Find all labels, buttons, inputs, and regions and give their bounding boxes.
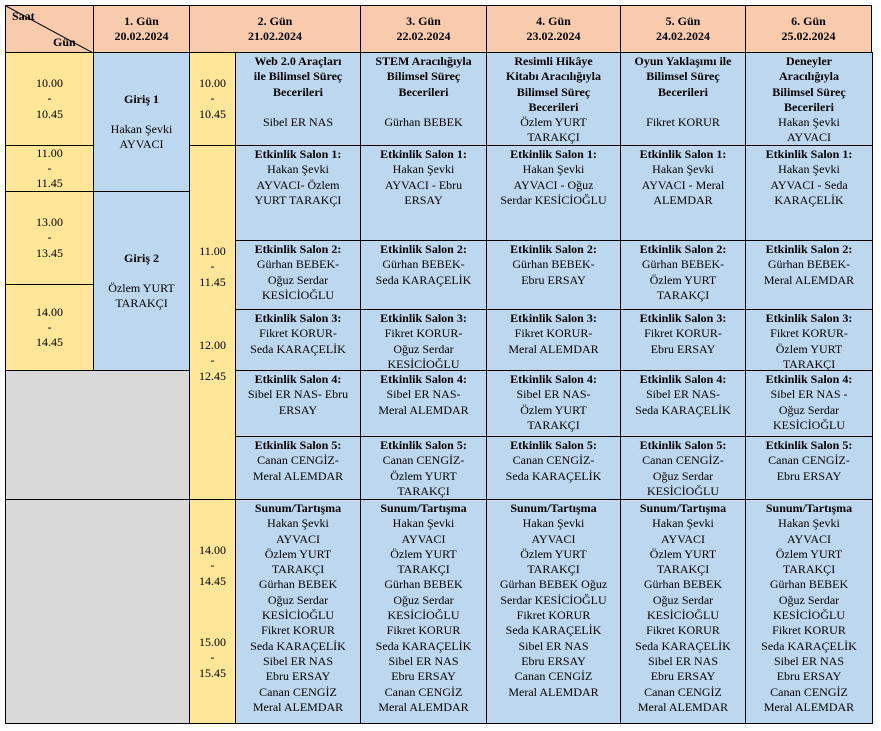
day-label: 6. Gün <box>791 13 826 28</box>
sunum-participant: Oğuz Serdar <box>393 592 454 607</box>
sunum-participant: Sibel ER NAS <box>773 653 844 668</box>
salon-presenters: TARAKÇI <box>782 356 836 371</box>
session-title-line: Becerileri <box>528 99 579 114</box>
corner-header <box>5 5 94 53</box>
day-label: 4. Gün <box>536 13 571 28</box>
time-sep: - <box>210 353 215 368</box>
salon-presenters: Oğuz Serdar <box>393 341 454 356</box>
salon-presenters: Gürhan BEBEK- <box>641 257 725 272</box>
salon-presenters: Sibel ER NAS- <box>516 387 591 402</box>
salon-presenters: Hakan Şevki <box>392 162 455 177</box>
salon-presenters: KARAÇELİK <box>774 192 844 207</box>
day-header-1 <box>93 5 190 53</box>
salon-label: Etkinlik Salon 2: <box>765 242 853 256</box>
salon-label: Etkinlik Salon 5: <box>380 438 467 452</box>
salon-1-day-4 <box>486 145 621 241</box>
time-start: 15.00 <box>199 635 226 649</box>
time-slot-4-5 <box>189 499 236 724</box>
sunum-day-5 <box>620 499 746 724</box>
salon-presenters: Meral ALEMDAR <box>763 272 855 287</box>
session-title-line: Bilimsel Süreç <box>646 69 720 84</box>
session-title-line: Bilimsel Süreç <box>386 69 461 84</box>
day-header-6 <box>745 5 872 53</box>
salon-presenters: Fikret KORUR- <box>770 326 848 341</box>
sunum-participant: Meral ALEMDAR <box>252 699 344 714</box>
session-title-line: Bilimsel Süreç <box>772 84 846 99</box>
salon-2-day-5 <box>620 240 746 310</box>
day1-session-giris-1 <box>93 52 190 192</box>
salon-presenters: Hakan Şevki <box>778 162 840 177</box>
sunum-participant: AYVACI <box>660 531 705 546</box>
empty-block <box>5 370 190 500</box>
session-presenter: Sibel ER NAS <box>262 114 333 129</box>
time-slot-1 <box>189 52 236 146</box>
salon-label: Etkinlik Salon 1: <box>510 147 597 161</box>
sunum-title: Sunum/Tartışma <box>765 501 853 515</box>
empty-block <box>5 499 190 724</box>
salon-presenters: Hakan Şevki <box>522 162 585 177</box>
time-sep: - <box>47 319 52 334</box>
time-start: 14.00 <box>199 543 226 557</box>
session-presenter: Hakan Şevki <box>778 115 840 130</box>
time-end: 12.45 <box>199 368 226 383</box>
time-sep: - <box>47 91 52 106</box>
session-title-line: Becerileri <box>784 99 834 114</box>
time-end: 14.45 <box>36 335 63 350</box>
session-presenter: Hakan Şevki <box>110 121 173 136</box>
sunum-participant: Sibel ER NAS <box>262 653 333 668</box>
salon-presenters: KESİCİOĞLU <box>387 356 460 371</box>
day-label: 2. Gün <box>257 13 293 28</box>
sunum-participant: TARAKÇI <box>656 562 710 577</box>
sunum-participant: Hakan Şevki <box>267 516 329 531</box>
sunum-participant: Ebru ERSAY <box>650 669 716 684</box>
sunum-participant: Seda KARAÇELİK <box>375 638 472 653</box>
salon-presenters: Meral ALEMDAR <box>252 468 344 483</box>
salon-5-day-4 <box>486 436 621 500</box>
sunum-participant: Fikret KORUR <box>261 623 335 638</box>
sunum-participant: TARAKÇI <box>397 562 450 577</box>
sunum-participant: Ebru ERSAY <box>265 669 331 684</box>
salon-label: Etkinlik Salon 3: <box>510 311 597 325</box>
day1-time-1 <box>5 52 94 146</box>
sunum-participant: Oğuz Serdar <box>267 592 329 607</box>
sunum-day-4 <box>486 499 621 724</box>
salon-1-day-3 <box>360 145 487 241</box>
session-title-line: Resimli Hikâye <box>514 54 593 68</box>
salon-presenters: Canan CENGİZ- <box>257 453 339 468</box>
time-sep: - <box>47 230 52 245</box>
salon-presenters: KESİCİOĞLU <box>773 417 845 432</box>
sunum-participant: Ebru ERSAY <box>521 653 586 668</box>
sunum-participant: Hakan Şevki <box>778 516 840 531</box>
day-date: 22.02.2024 <box>396 29 451 43</box>
sunum-participant: Sibel ER NAS <box>647 653 718 668</box>
sunum-participant: Ebru ERSAY <box>776 669 842 684</box>
sunum-participant: Özlem YURT <box>520 546 587 561</box>
salon-presenters: Sibel ER NAS- <box>645 387 720 402</box>
salon-3-day-3 <box>360 309 487 371</box>
sunum-participant: Özlem YURT <box>649 546 717 561</box>
sunum-day-2 <box>235 499 361 724</box>
sunum-participant: Fikret KORUR <box>772 623 846 638</box>
salon-label: Etkinlik Salon 2: <box>380 242 467 256</box>
day-date: 20.02.2024 <box>114 29 169 43</box>
opening-session-day-6 <box>745 52 873 146</box>
salon-5-day-6 <box>745 436 873 500</box>
time-end: 10.45 <box>199 106 226 121</box>
session-presenter: Özlem YURT <box>520 115 587 130</box>
salon-label: Etkinlik Salon 1: <box>254 147 342 161</box>
salon-3-day-4 <box>486 309 621 371</box>
salon-label: Etkinlik Salon 4: <box>639 372 727 386</box>
salon-presenters: Özlem YURT <box>649 272 717 287</box>
salon-presenters: Gürhan BEBEK- <box>256 257 340 272</box>
sunum-participant: Seda KARAÇELİK <box>250 638 346 653</box>
salon-label: Etkinlik Salon 1: <box>380 147 467 161</box>
day-header-2 <box>189 5 361 53</box>
sunum-participant: Fikret KORUR <box>516 608 591 623</box>
sunum-participant: Meral ALEMDAR <box>508 684 599 699</box>
salon-1-day-2 <box>235 145 361 241</box>
sunum-participant: Canan CENGİZ <box>770 684 848 699</box>
sunum-participant: KESİCİOĞLU <box>647 608 719 623</box>
sunum-participant: Seda KARAÇELİK <box>761 638 857 653</box>
session-title-line: Becerileri <box>658 84 708 99</box>
salon-label: Etkinlik Salon 4: <box>380 372 467 386</box>
sunum-participant: TARAKÇI <box>271 562 325 577</box>
salon-4-day-4 <box>486 370 621 437</box>
session-title-line: Kitabı Aracılığıyla <box>506 69 601 84</box>
salon-presenters: KESİCİOĞLU <box>647 483 719 498</box>
sunum-participant: Oğuz Serdar <box>778 592 840 607</box>
day-label: 3. Gün <box>406 13 441 28</box>
time-sep: - <box>210 558 215 573</box>
time-start: 13.00 <box>36 215 63 230</box>
day-header-5 <box>620 5 746 53</box>
sunum-day-3 <box>360 499 487 724</box>
opening-session-day-2 <box>235 52 361 146</box>
salon-presenters: Canan CENGİZ- <box>382 453 465 468</box>
session-presenter: AYVACI <box>119 137 164 152</box>
salon-presenters: Canan CENGİZ- <box>512 453 595 468</box>
salon-label: Etkinlik Salon 4: <box>510 372 597 386</box>
opening-session-day-3 <box>360 52 487 146</box>
salon-5-day-3 <box>360 436 487 500</box>
salon-label: Etkinlik Salon 1: <box>639 147 727 161</box>
salon-presenters: Seda KARAÇELİK <box>250 341 346 356</box>
sunum-participant: Özlem YURT <box>264 546 332 561</box>
sunum-participant: Özlem YURT <box>775 546 843 561</box>
session-title-line: Oyun Yaklaşımı ile <box>634 54 732 68</box>
time-start: 11.00 <box>36 146 63 160</box>
salon-presenters: Hakan Şevki <box>652 162 714 177</box>
session-presenter: TARAKÇI <box>115 296 168 311</box>
sunum-participant: AYVACI <box>275 531 320 546</box>
time-end: 13.45 <box>36 245 63 260</box>
salon-presenters: Ebru ERSAY <box>650 341 716 356</box>
sunum-participant: Sibel ER NAS <box>388 653 459 668</box>
sunum-participant: Gürhan BEBEK <box>258 577 338 592</box>
session-title-line: Deneyler <box>786 54 832 68</box>
salon-label: Etkinlik Salon 2: <box>639 242 727 256</box>
salon-presenters: Meral ALEMDAR <box>378 402 469 417</box>
salon-presenters: Canan CENGİZ- <box>768 453 850 468</box>
sunum-title: Sunum/Tartışma <box>254 501 342 515</box>
sunum-title: Sunum/Tartışma <box>639 501 727 515</box>
session-title: Giriş 1 <box>124 91 159 106</box>
session-presenter: Özlem YURT <box>108 280 175 295</box>
sunum-participant: Hakan Şevki <box>392 516 455 531</box>
salon-presenters: Özlem YURT <box>390 468 457 483</box>
day-label: 1. Gün <box>124 13 159 28</box>
day-date: 21.02.2024 <box>248 29 302 43</box>
time-start: 10.00 <box>199 76 226 91</box>
salon-label: Etkinlik Salon 4: <box>765 372 853 386</box>
sunum-participant: Serdar KESİCİOĞLU <box>500 592 607 607</box>
salon-presenters: YURT TARAKÇI <box>254 192 342 207</box>
sunum-day-6 <box>745 499 873 724</box>
time-start: 12.00 <box>199 338 226 352</box>
sunum-participant: Hakan Şevki <box>652 516 714 531</box>
salon-presenters: Gürhan BEBEK- <box>767 257 851 272</box>
salon-presenters: Sibel ER NAS - <box>770 387 848 402</box>
salon-4-day-5 <box>620 370 746 437</box>
salon-presenters: Canan CENGİZ- <box>642 453 724 468</box>
sunum-participant: Canan CENGİZ <box>259 684 337 699</box>
corner-gun-label: Gün <box>53 35 76 49</box>
salon-label: Etkinlik Salon 5: <box>510 438 597 452</box>
salon-presenters: Oğuz Serdar <box>267 272 329 287</box>
salon-presenters: TARAKÇI <box>397 483 450 498</box>
sunum-participant: Sibel ER NAS <box>518 638 589 653</box>
salon-2-day-6 <box>745 240 873 310</box>
sunum-participant: KESİCİOĞLU <box>773 608 845 623</box>
sunum-participant: KESİCİOĞLU <box>387 608 460 623</box>
salon-presenters: Gürhan BEBEK- <box>382 257 465 272</box>
salon-3-day-6 <box>745 309 873 371</box>
sunum-participant: Seda KARAÇELİK <box>505 623 602 638</box>
day-date: 25.02.2024 <box>781 29 836 43</box>
time-start: 11.00 <box>199 244 226 258</box>
salon-5-day-5 <box>620 436 746 500</box>
salon-4-day-2 <box>235 370 361 437</box>
salon-presenters: AYVACI - Meral <box>641 177 725 192</box>
sunum-participant: Canan CENGİZ <box>644 684 722 699</box>
session-title-line: Becerileri <box>398 84 449 99</box>
day-header-4 <box>486 5 621 53</box>
session-title-line: STEM Aracılığıyla <box>375 54 472 68</box>
sunum-participant: Gürhan BEBEK <box>384 577 463 592</box>
salon-presenters: Seda KARAÇELİK <box>375 272 472 287</box>
sunum-participant: Canan CENGİZ <box>384 684 463 699</box>
salon-presenters: Fikret KORUR- <box>644 326 722 341</box>
day-label: 5. Gün <box>665 13 701 28</box>
corner-saat-label: Saat <box>12 9 35 23</box>
salon-presenters: Fikret KORUR- <box>514 326 593 341</box>
salon-label: Etkinlik Salon 3: <box>254 311 342 325</box>
sunum-participant: Gürhan BEBEK <box>643 577 723 592</box>
salon-3-day-2 <box>235 309 361 371</box>
time-sep: - <box>47 161 52 175</box>
salon-4-day-3 <box>360 370 487 437</box>
salon-label: Etkinlik Salon 5: <box>765 438 853 452</box>
salon-presenters: TARAKÇI <box>527 417 580 432</box>
salon-presenters: Seda KARAÇELİK <box>635 402 731 417</box>
sunum-participant: AYVACI <box>531 531 576 546</box>
salon-presenters: TARAKÇI <box>656 287 710 302</box>
sunum-participant: AYVACI <box>401 531 446 546</box>
salon-1-day-5 <box>620 145 746 241</box>
salon-5-day-2 <box>235 436 361 500</box>
session-presenter: Gürhan BEBEK <box>384 114 463 129</box>
session-title-line: ile Bilimsel Süreç <box>253 69 343 84</box>
sunum-participant: Seda KARAÇELİK <box>635 638 731 653</box>
salon-presenters: Seda KARAÇELİK <box>505 468 602 483</box>
salon-2-day-4 <box>486 240 621 310</box>
sunum-participant: Canan CENGİZ <box>514 669 593 684</box>
salon-presenters: Sibel ER NAS- Ebru <box>247 387 349 402</box>
salon-label: Etkinlik Salon 5: <box>254 438 342 452</box>
sunum-participant: Meral ALEMDAR <box>378 699 469 714</box>
session-title-line: Bilimsel Süreç <box>516 84 591 99</box>
salon-presenters: Ebru ERSAY <box>776 468 842 483</box>
opening-session-day-4 <box>486 52 621 146</box>
salon-presenters: ALEMDAR <box>653 192 713 207</box>
salon-presenters: Özlem YURT <box>520 402 587 417</box>
day1-time-4 <box>5 284 94 371</box>
salon-presenters: AYVACI- Özlem <box>256 177 340 192</box>
salon-label: Etkinlik Salon 3: <box>639 311 727 325</box>
salon-presenters: Meral ALEMDAR <box>508 341 599 356</box>
salon-presenters: KESİCİOĞLU <box>262 287 334 302</box>
session-presenter: TARAKÇI <box>527 130 580 145</box>
salon-2-day-2 <box>235 240 361 310</box>
time-end: 11.45 <box>199 274 226 289</box>
time-start: 14.00 <box>36 304 63 319</box>
session-title-line: Web 2.0 Araçları <box>254 54 342 68</box>
salon-4-day-6 <box>745 370 873 437</box>
salon-presenters: Ebru ERSAY <box>521 272 586 287</box>
salon-presenters: ERSAY <box>404 192 443 207</box>
salon-presenters: Hakan Şevki <box>267 162 329 177</box>
day-date: 24.02.2024 <box>656 29 710 43</box>
salon-presenters: Sibel ER NAS- <box>386 387 461 402</box>
salon-presenters: AYVACI - Ebru <box>384 177 463 192</box>
session-presenter: Fikret KORUR <box>646 114 720 129</box>
time-sep: - <box>210 650 215 665</box>
sunum-participant: Gürhan BEBEK <box>769 577 849 592</box>
salon-label: Etkinlik Salon 4: <box>254 372 342 386</box>
sunum-participant: Meral ALEMDAR <box>763 699 855 714</box>
salon-label: Etkinlik Salon 5: <box>639 438 727 452</box>
salon-presenters: Gürhan BEBEK- <box>512 257 595 272</box>
sunum-participant: TARAKÇI <box>527 562 580 577</box>
salon-label: Etkinlik Salon 3: <box>765 311 853 325</box>
session-title-line: Aracılığıyla <box>779 69 839 84</box>
day1-time-2 <box>5 145 94 192</box>
time-sep: - <box>210 91 215 106</box>
sunum-title: Sunum/Tartışma <box>510 501 597 515</box>
salon-presenters: Oğuz Serdar <box>652 468 714 483</box>
salon-label: Etkinlik Salon 3: <box>380 311 467 325</box>
salon-presenters: AYVACI - Oğuz <box>513 177 594 192</box>
sunum-participant: Gürhan BEBEK Oğuz <box>499 577 608 592</box>
day-header-3 <box>360 5 487 53</box>
salon-1-day-6 <box>745 145 873 241</box>
sunum-participant: Oğuz Serdar <box>652 592 714 607</box>
time-start: 10.00 <box>36 76 63 91</box>
salon-presenters: Özlem YURT <box>775 341 843 356</box>
session-title: Giriş 2 <box>124 250 159 265</box>
time-end: 11.45 <box>36 176 63 190</box>
session-presenter: AYVACI <box>786 130 831 145</box>
time-end: 14.45 <box>199 573 226 588</box>
time-end: 15.45 <box>199 665 226 680</box>
sunum-participant: Özlem YURT <box>390 546 457 561</box>
sunum-participant: Fikret KORUR <box>386 623 461 638</box>
time-sep: - <box>210 259 215 274</box>
sunum-participant: Ebru ERSAY <box>391 669 456 684</box>
time-end: 10.45 <box>36 106 63 121</box>
day-date: 23.02.2024 <box>526 29 581 43</box>
sunum-participant: Meral ALEMDAR <box>637 699 729 714</box>
day1-time-3 <box>5 191 94 285</box>
salon-presenters: Fikret KORUR- <box>384 326 463 341</box>
salon-presenters: Serdar KESİCİOĞLU <box>500 192 607 207</box>
sunum-title: Sunum/Tartışma <box>380 501 467 515</box>
salon-presenters: AYVACI - Seda <box>770 177 848 192</box>
salon-label: Etkinlik Salon 1: <box>765 147 853 161</box>
salon-presenters: Fikret KORUR- <box>259 326 337 341</box>
salon-label: Etkinlik Salon 2: <box>510 242 597 256</box>
salon-label: Etkinlik Salon 2: <box>254 242 342 256</box>
opening-session-day-5 <box>620 52 746 146</box>
sunum-participant: AYVACI <box>786 531 831 546</box>
sunum-participant: KESİCİOĞLU <box>262 608 334 623</box>
session-title-line: Becerileri <box>273 84 323 99</box>
time-slot-2-3 <box>189 145 236 500</box>
sunum-participant: Fikret KORUR <box>646 623 720 638</box>
salon-presenters: Oğuz Serdar <box>778 402 840 417</box>
sunum-participant: Hakan Şevki <box>522 516 585 531</box>
salon-3-day-5 <box>620 309 746 371</box>
sunum-participant: TARAKÇI <box>782 562 836 577</box>
salon-2-day-3 <box>360 240 487 310</box>
salon-presenters: ERSAY <box>278 402 318 417</box>
day1-session-giris-2 <box>93 191 190 371</box>
